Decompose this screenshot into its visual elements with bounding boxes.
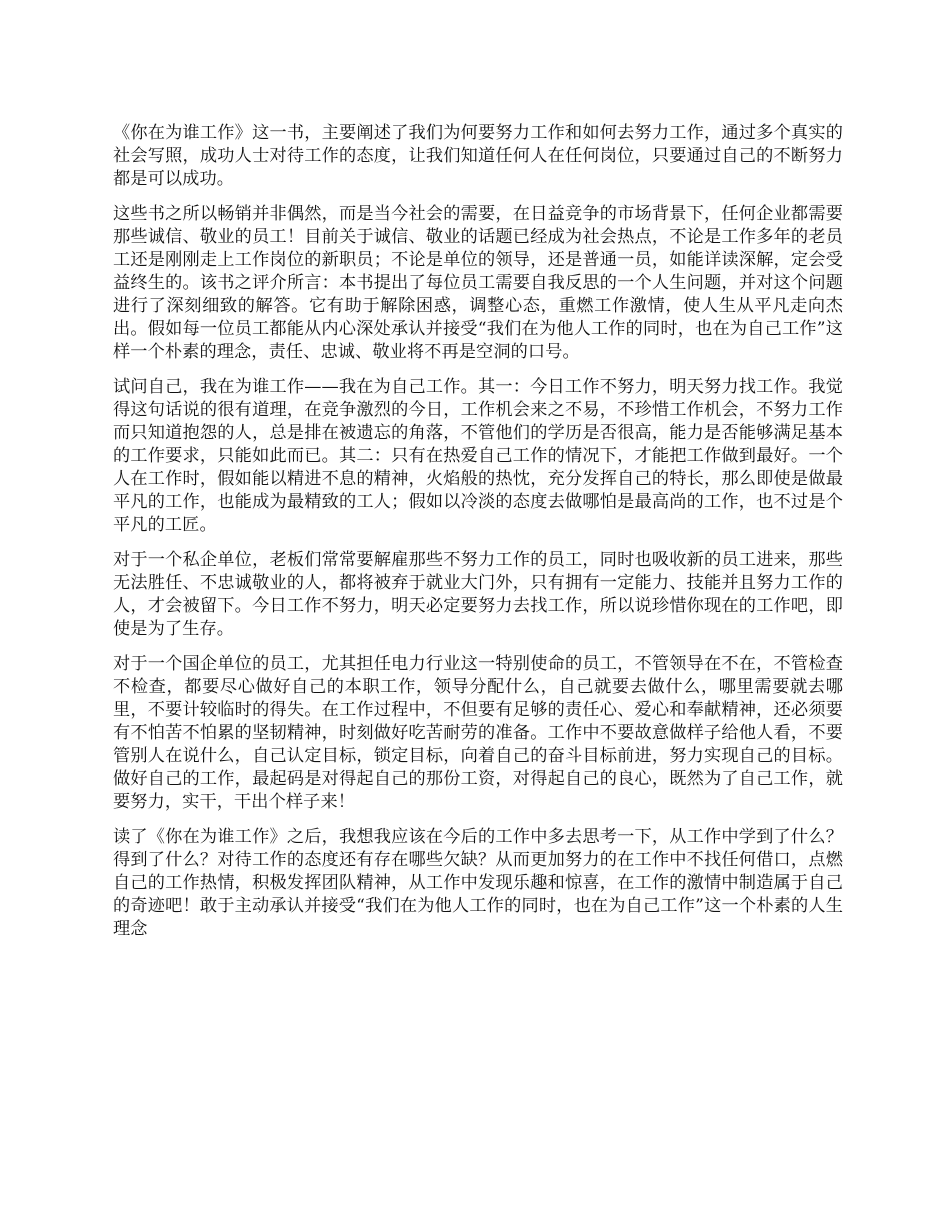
document-body [113, 122, 843, 953]
paragraph-4: 对于一个私企单位，老板们常常要解雇那些不努力工作的员工，同时也吸收新的员工进来，那些无法胜任、不忠诚敬业的人，都将被弃于就业大门外，只有拥有一定能力、技能并且努力工作的人，才会被留下。今日工作不努力，明天必定要努力去找工作，所以说珍惜你现在的工作吧，即使是为了生存。 [113, 550, 843, 639]
paragraph-5: 对于一个国企单位的员工，尤其担任电力行业这一特别使命的员工，不管领导在不在，不管检查不检查，都要尽心做好自己的本职工作，领导分配什么，自己就要去做什么，哪里需要就去哪里，不要计较临时的得失。在工作过程中，不但要有足够的责任心、爱心和奉献精神，还必须要有不怕苦不怕累的坚韧精神，时刻做好吃苦耐劳的准备。工作中不要故意做样子给他人看，不要管别人在说什么，自己认定目标，锁定目标，向着自己的奋斗目标前进，努力实现自己的目标。做好自己的工作，最起码是对得起自己的那份工资，对得起自己的良心，既然为了自己工作，就要努力，实干，干出个样子来！ [113, 654, 843, 812]
paragraph-1: 《你在为谁工作》这一书，主要阐述了我们为何要努力工作和如何去努力工作，通过多个真实的社会写照，成功人士对待工作的态度，让我们知道任何人在任何岗位，只要通过自己的不断努力都是可以成功。 [113, 123, 843, 189]
paragraph-3: 试问自己，我在为谁工作——我在为自己工作。其一：今日工作不努力，明天努力找工作。我觉得这句话说的很有道理，在竞争激烈的今日，工作机会来之不易，不珍惜工作机会，不努力工作而只知道抱怨的人，总是排在被遗忘的角落，不管他们的学历是否很高，能力是否能够满足基本的工作要求，只能如此而已。其二：只有在热爱自己工作的情况下，才能把工作做到最好。一个人在工作时，假如能以精进不息的精神，火焰般的热忱，充分发挥自己的特长，那么即使是做最平凡的工作，也能成为最精致的工人；假如以冷淡的态度去做哪怕是最高尚的工作，也不过是个平凡的工匠。 [113, 377, 843, 535]
paragraph-2: 这些书之所以畅销并非偶然，而是当今社会的需要，在日益竞争的市场背景下，任何企业都需要那些诚信、敬业的员工！目前关于诚信、敬业的话题已经成为社会热点，不论是工作多年的老员工还是刚刚走上工作岗位的新职员；不论是单位的领导，还是普通一员，如能详读深解，定会受益终生的。该书之评介所言：本书提出了每位员工需要自我反思的一个人生问题，并对这个问题进行了深刻细致的解答。它有助于解除困惑，调整心态，重燃工作激情，使人生从平凡走向杰出。假如每一位员工都能从内心深处承认并接受“我们在为他人工作的同时，也在为自己工作”这样一个朴素的理念，责任、忠诚、敬业将不再是空洞的口号。 [113, 204, 843, 362]
paragraph-6: 读了《你在为谁工作》之后，我想我应该在今后的工作中多去思考一下，从工作中学到了什么？得到了什么？对待工作的态度还有存在哪些欠缺？从而更加努力的在工作中不找任何借口，点燃自己的工作热情，积极发挥团队精神，从工作中发现乐趣和惊喜，在工作的激情中制造属于自己的奇迹吧！敢于主动承认并接受“我们在为他人工作的同时，也在为自己工作”这一个朴素的人生理念 [113, 827, 843, 939]
